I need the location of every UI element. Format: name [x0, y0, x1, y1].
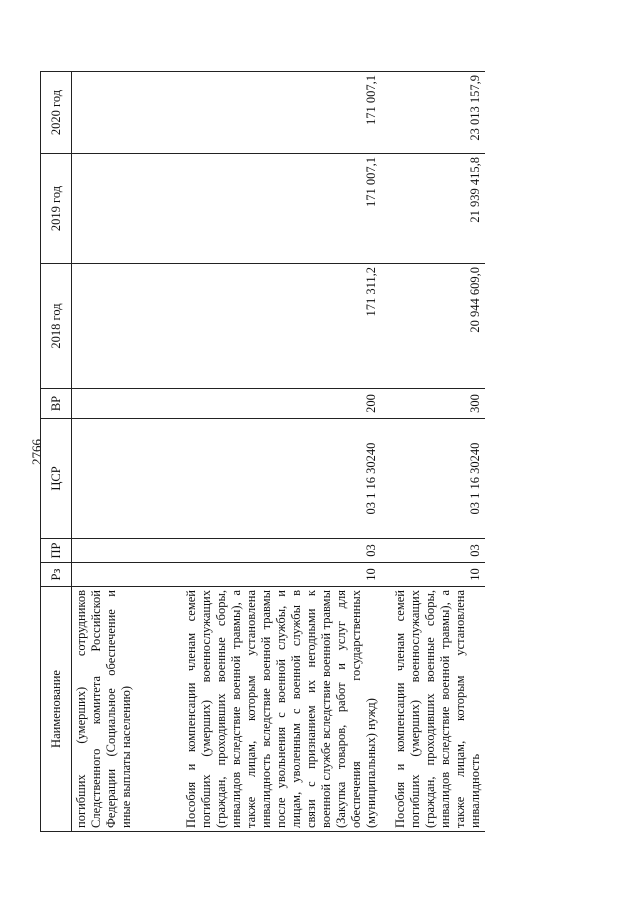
row-name: Пособия и компенсации членам семей погибших (умерших) военнослужащих (граждан, проходивших военные сборы, инвалидов вследствие военной травмы), а также лицам, которым установлена инвалидность вследствие военной травмы после увольнения с военной службы, и лицам, уволенным с военной службы в связи с признанием их негодными к военной службе вследствие военной травмы (Закупка товаров, работ и услуг для обеспечения государственных (муниципальных) нужд)	[172, 587, 381, 832]
rotated-page-content	[40, 72, 600, 832]
header-2020: 2020 год	[41, 72, 72, 154]
row-pr	[72, 539, 173, 563]
table-row	[172, 72, 381, 832]
header-vr: ВР	[41, 389, 72, 419]
row-csr: 03 1 16 30240	[172, 419, 381, 539]
row-2020: 171 007,1	[172, 72, 381, 154]
budget-table	[40, 71, 485, 832]
row-2020: 23 013 157,9	[381, 72, 485, 154]
header-csr: ЦСР	[41, 419, 72, 539]
header-2018: 2018 год	[41, 264, 72, 389]
row-name: погибших (умерших) сотрудников Следственного комитета Российской Федерации (Социальное обеспечение и иные выплаты населению)	[72, 587, 173, 832]
header-name: Наименование	[41, 587, 72, 832]
row-pr: 03	[381, 539, 485, 563]
row-2018: 20 944 609,0	[381, 264, 485, 389]
row-vr: 300	[381, 389, 485, 419]
row-csr	[72, 419, 173, 539]
row-vr	[72, 389, 173, 419]
row-csr: 03 1 16 30240	[381, 419, 485, 539]
row-pr: 03	[172, 539, 381, 563]
row-2018	[72, 264, 173, 389]
header-2019: 2019 год	[41, 154, 72, 264]
row-rz	[72, 563, 173, 587]
header-rz: Рз	[41, 563, 72, 587]
page-number: 2766	[29, 439, 44, 465]
header-pr: ПР	[41, 539, 72, 563]
table-row	[72, 72, 173, 832]
row-vr: 200	[172, 389, 381, 419]
row-2019	[72, 154, 173, 264]
table-row	[381, 72, 485, 832]
table-header-row	[41, 72, 72, 832]
row-rz: 10	[172, 563, 381, 587]
row-2020	[72, 72, 173, 154]
row-name: Пособия и компенсации членам семей погибших (умерших) военнослужащих (граждан, проходивших военные сборы, инвалидов вследствие военной травмы), а также лицам, которым установлена инвалидность	[381, 587, 485, 832]
row-rz: 10	[381, 563, 485, 587]
row-2019: 21 939 415,8	[381, 154, 485, 264]
row-2018: 171 311,2	[172, 264, 381, 389]
row-2019: 171 007,1	[172, 154, 381, 264]
